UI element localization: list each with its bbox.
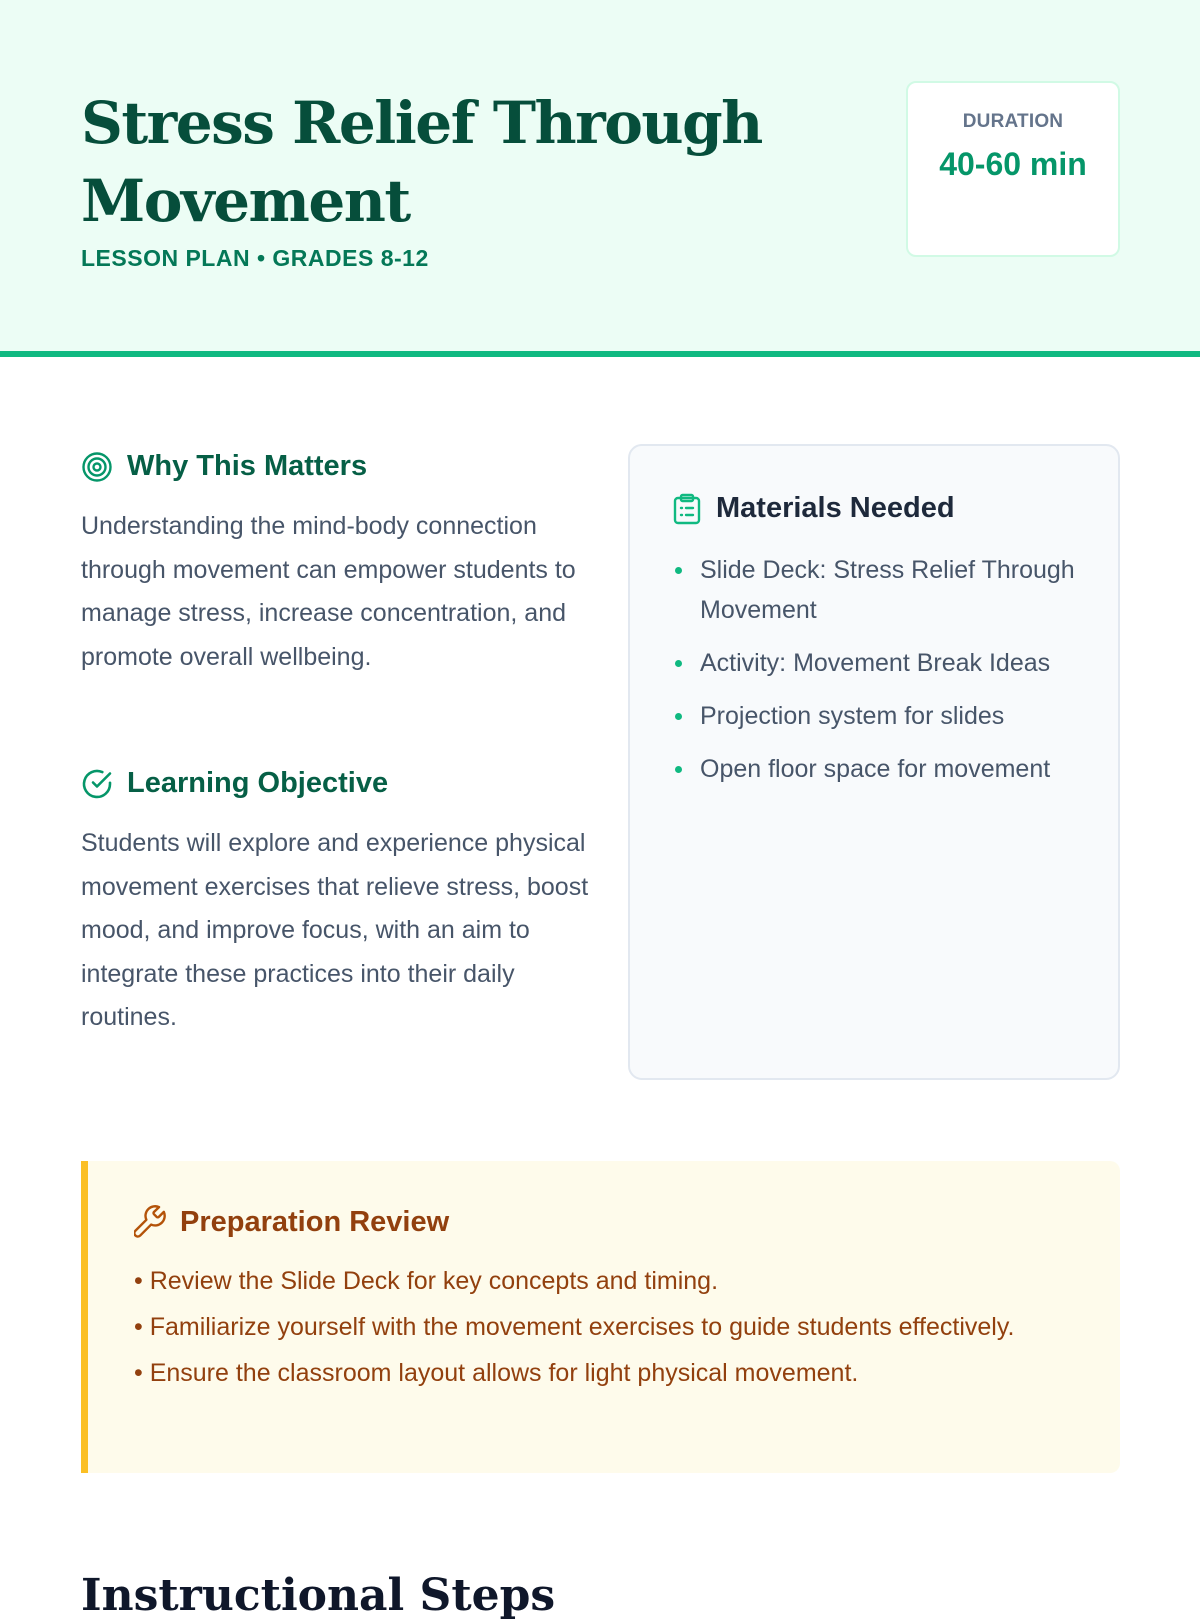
why-section-heading — [81, 450, 367, 483]
bullet-dot — [675, 713, 682, 720]
duration-value: 40-60 min — [939, 146, 1087, 182]
instructional-steps-heading: Instructional Steps — [81, 1570, 556, 1621]
target-icon — [81, 451, 113, 483]
preparation-heading: Preparation Review — [180, 1205, 450, 1238]
list-item — [672, 749, 1092, 789]
page-title: Stress Relief Through Movement — [81, 89, 762, 235]
bullet-dot — [675, 766, 682, 773]
list-item: • Review the Slide Deck for key concepts and timing. — [134, 1267, 719, 1295]
list-item: • Familiarize yourself with the movement exercises to guide students effectively. — [134, 1313, 1015, 1341]
preparation-list — [134, 1261, 1074, 1399]
materials-card — [628, 444, 1120, 1080]
preparation-section-heading — [134, 1205, 449, 1239]
material-item-label: Projection system for slides — [700, 702, 1005, 730]
why-heading: Why This Matters — [127, 450, 368, 482]
materials-list — [672, 550, 1092, 802]
preparation-card — [81, 1161, 1120, 1473]
check-circle-icon — [81, 768, 113, 800]
materials-section-heading — [672, 492, 955, 525]
duration-label: DURATION — [962, 111, 1064, 132]
objective-text: Students will explore and experience physical movement exercises that relieve stress, boost mood, and improve focus, with an aim to integrate these practices into their daily routines. — [81, 829, 589, 1031]
clipboard-icon — [672, 493, 702, 525]
bullet-dot — [675, 567, 682, 574]
material-item-label: Activity: Movement Break Ideas — [700, 649, 1051, 677]
lesson-subtitle: LESSON PLAN • GRADES 8-12 — [81, 245, 429, 271]
objective-heading: Learning Objective — [127, 767, 389, 799]
duration-card — [906, 81, 1120, 257]
materials-heading: Materials Needed — [716, 492, 955, 524]
list-item — [672, 643, 1092, 683]
list-item: • Ensure the classroom layout allows for light physical movement. — [134, 1359, 859, 1387]
wrench-icon — [134, 1205, 168, 1239]
why-text: Understanding the mind-body connection through movement can empower students to manage stress, increase concentration, and promote overall wellbeing. — [81, 512, 576, 671]
objective-section-heading — [81, 767, 388, 800]
list-item — [672, 550, 1092, 630]
material-item-label: Slide Deck: Stress Relief Through Movement — [700, 556, 1075, 624]
list-item — [672, 696, 1092, 736]
material-item-label: Open floor space for movement — [700, 755, 1051, 783]
lesson-header — [0, 0, 1200, 357]
bullet-dot — [675, 660, 682, 667]
